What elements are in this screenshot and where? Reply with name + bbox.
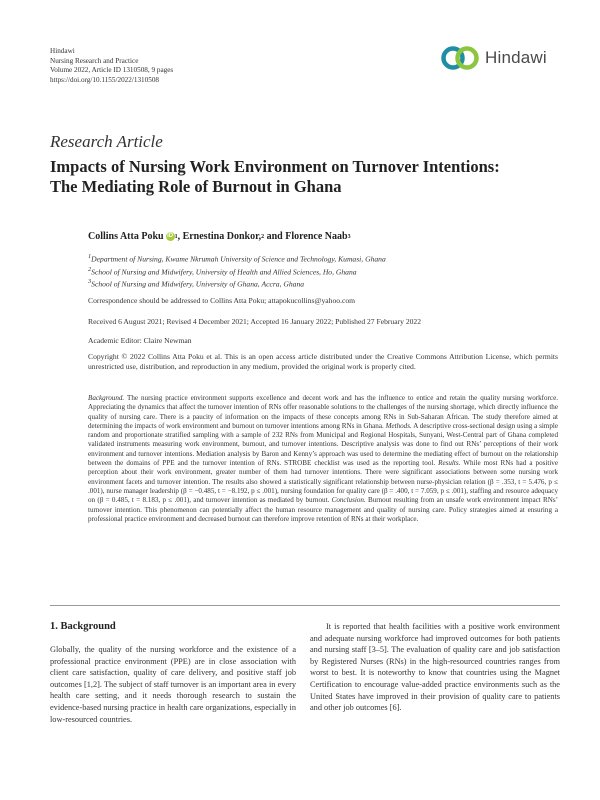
article-type: Research Article [50, 132, 163, 151]
affiliations [88, 252, 558, 290]
affiliation-3 [88, 277, 558, 290]
abstract-methods: A descriptive cross-sectional design using a simple random and proportionate stratified sampling with a sample of 232 RNs from Municipal and Regional Hospitals, Sunyani, West-Central part of Ghana completed validated instruments measuring work environment, burnout, and turnover intentions. Descriptive analysis was done to find out RNs’ perceptions of their work environment and turnover intentions. Mediation analysis by Baron and Kenny’s approach was used to determine the mediating effect of burnout on the relationship between the domains of PPE and the turnover intention of RNs. STROBE checklist was used as the reporting tool. [88, 421, 558, 468]
affiliation-2-text: School of Nursing and Midwifery, University of Health and Allied Sciences, Ho, Ghana [91, 267, 357, 277]
affiliation-1 [88, 252, 558, 265]
journal-doi-link[interactable]: https://doi.org/10.1155/2022/1310508 [50, 75, 160, 84]
abstract-background-label: Background. [88, 394, 125, 402]
journal-publisher: Hindawi [50, 47, 75, 55]
author-2[interactable]: , Ernestina Donkor, [177, 231, 262, 242]
author-3-affiliation: 3 [347, 233, 351, 240]
body-column-right [310, 621, 560, 714]
affiliation-3-text: School of Nursing and Midwifery, University of Ghana, Accra, Ghana [91, 279, 305, 289]
article-title [50, 157, 560, 197]
abstract-conclusion: Burnout resulting from an unsafe work environment impact RNs’ turnover intention. This phenomenon can potentially affect the human resource management and quality of nursing care. Policy strategies aimed at ensuring a professional practice environment and decreased burnout can therefore improve retention of RNs at their workplace. [88, 496, 558, 523]
author-2-affiliation: 2 [261, 233, 265, 240]
section-heading-background: 1. Background [50, 621, 116, 632]
paragraph-2: It is reported that health facilities with a positive work environment and adequate nursing workforce had improved outcomes for both patients and nursing staff [3–5]. The evaluation of quality care and job satisfaction by Registered Nurses (RNs) in the high-resourced countries ranges from worst to best. It is noteworthy to know that countries using the Magnet Certification to encourage value-added practice environments such as the United States have improved in their provision of quality care to patients and other job outcomes [6]. [310, 622, 560, 713]
affiliation-2 [88, 265, 558, 278]
correspondence: Correspondence should be addressed to Collins Atta Poku; attapokucollins@yahoo.com [88, 296, 356, 305]
author-1[interactable]: Collins Atta Poku [88, 231, 164, 242]
journal-info [50, 47, 173, 85]
title-line-2: The Mediating Role of Burnout in Ghana [50, 177, 342, 196]
affiliation-2-number: 2 [88, 265, 92, 273]
abstract-results-label: Results. [438, 459, 461, 468]
journal-volume: Volume 2022, Article ID 1310508, 9 pages [50, 66, 174, 75]
copyright-notice: Copyright © 2022 Collins Atta Poku et al. This is an open access article distributed under the Creative Commons Attribution License, which permits unrestricted use, distribution, and reproduction in any medium, provided the original work is properly cited. [88, 352, 558, 371]
abstract-results: While most RNs had a positive perception about their work environment, greater number of them had turnover intentions. There were significant associations between some nursing work environment facets and turnover intention. The results also showed a statistically significant relationship between nurse-physician relation (β = .353, t = 5.476, p ≤ .001), nurse manager leadership (β = −0.485, t = −8.192, p ≤ .001), nursing foundation for quality care (β = .400, t = 7.059, p ≤ .001), staffing and resource adequacy on (β = 0.485, t = 8.183, p ≤ .001), and turnover intention as mediated by burnout. [88, 459, 558, 505]
hindawi-logo-text: Hindawi [485, 48, 547, 67]
journal-name: Nursing Research and Practice [50, 56, 139, 65]
author-3[interactable]: and Florence Naab [264, 231, 348, 242]
paragraph-1: Globally, the quality of the nursing workforce and the existence of a professional practice environment (PPE) are in close association with client care satisfaction, quality of care delivery, and positive staff job outcomes [1,2]. The subject of staff turnover is an important area in every health care setting, and it needs thorough research to sustain the evidence-based nursing practice in health care organizations, especially in low-resourced countries. [50, 645, 296, 724]
abstract-background: The nursing practice environment supports excellence and decent work and has the influence to entice and retain the quality nursing workforce. Appreciating the dynamics that affect the turnover intention of RNs offer reasonable solutions to the challenges of the nursing shortage, which directly influence the quality of nursing care. There is a paucity of information on the impacts of these concepts among RNs in Sub-Saharan African. The study therefore aimed at determining the impacts of work environment and burnout on turnover intentions among RNs in Ghana. [88, 394, 558, 430]
abstract-methods-label: Methods. [385, 421, 412, 430]
affiliation-1-number: 1 [88, 253, 92, 260]
academic-editor: Academic Editor: Claire Newman [88, 336, 192, 345]
publication-dates: Received 6 August 2021; Revised 4 December 2021; Accepted 16 January 2022; Published 27 February 2022 [88, 317, 422, 326]
affiliation-1-text: Department of Nursing, Kwame Nkrumah University of Science and Technology, Kumasi, Ghana [91, 254, 386, 264]
section-divider [50, 605, 560, 606]
abstract-conclusion-label: Conclusion. [331, 496, 366, 505]
abstract [88, 394, 558, 524]
orcid-icon[interactable]: iD [167, 233, 174, 239]
author-1-affiliation: 1 [174, 233, 178, 240]
hindawi-logo [441, 45, 547, 71]
hindawi-logo-icon [441, 45, 481, 71]
body-column-left [50, 644, 296, 725]
title-line-1: Impacts of Nursing Work Environment on Turnover Intentions: [50, 157, 500, 176]
affiliation-3-number: 3 [88, 278, 92, 286]
author-list [88, 231, 351, 242]
